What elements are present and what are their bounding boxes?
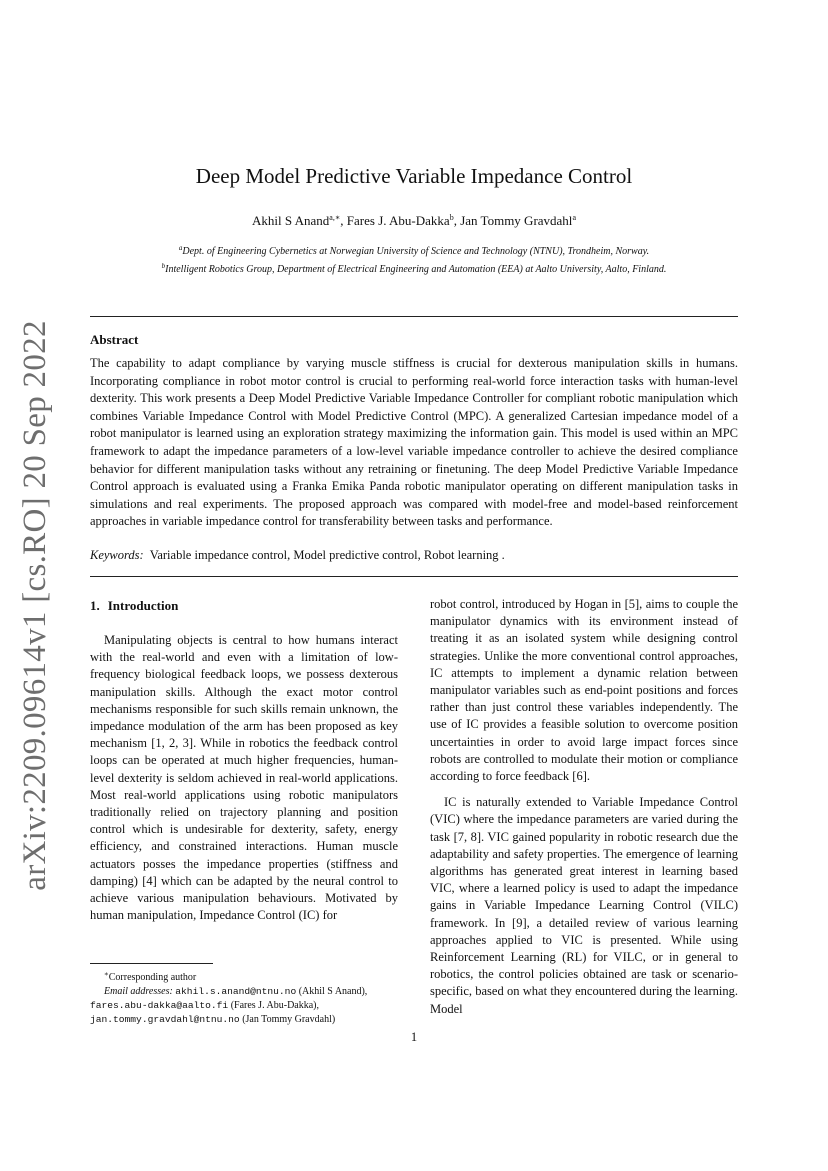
affiliation-line	[90, 259, 738, 277]
abstract-heading: Abstract	[90, 332, 139, 347]
arxiv-identifier: arXiv:2209.09614v1 [cs.RO] 20 Sep 2022	[16, 319, 53, 891]
section-heading	[90, 597, 178, 614]
email-owner: (Jan Tommy Gravdahl)	[242, 1014, 336, 1025]
paragraph: robot control, introduced by Hogan in [5], aims to couple the manipulator dynamics with its environment instead of treating it as an isolated system while designing control strategies. Unlike the more conventional control approaches, IC attempts to implement a dynamic relation between manipulator variables such as end-point positions and forces rather than just control these variables independently. The use of IC provides a feasible solution to overcome position uncertainties in order to avoid large impact forces since robots are controlled to modulate their motion or compliance according to force feedback [6].	[430, 597, 738, 784]
footnote-rule	[90, 963, 213, 964]
affiliation-text: Dept. of Engineering Cybernetics at Norwegian University of Science and Technology (NTNU), Trondheim, Norway.	[182, 246, 650, 257]
author-affiliation-mark: b	[449, 213, 454, 222]
paragraph: Manipulating objects is central to how humans interact with the real-world and even with a limitation of low-frequency biological feedback loops, we possess dexterous manipulation skills. Although the exact motor control mechanisms responsible for such skills remain unknown, the impedance modulation of the arm has been proposed as key mechanism [1, 2, 3]. While in robotics the feedback control loops can be operated at much higher frequencies, human-level dexterity is seldom achieved in real-world applications. Most real-world applications using robotic manipulators traditionally relied on trajectory planning and position control which is undesirable for dexterity, safety, energy efficiency, and constrained interactions. Human muscle actuators posses the impedance properties (stiffness and damping) [4] which can be adapted by the neural control to achieve various manipulation behaviours. Motivated by human manipulation, Impedance Control (IC) for	[90, 633, 398, 923]
bottom-rule	[90, 576, 738, 577]
email-owner: (Akhil S Anand),	[298, 986, 368, 997]
paper-title: Deep Model Predictive Variable Impedance Control	[195, 164, 633, 188]
affiliation-mark: b	[161, 262, 166, 270]
abstract-text: The capability to adapt compliance by varying muscle stiffness is crucial for dexterous manipulation skills in humans. Incorporating compliance in robot motor control is crucial to performing real-world force interaction tasks with human-level dexterity. This work presents a Deep Model Predictive Variable Impedance Controller for compliant robotic manipulation which combines Variable Impedance Control with Model Predictive Control (MPC). A generalized Cartesian impedance model of a robot manipulator is learned using an exploration strategy maximizing the information gain. This model is used within an MPC framework to adapt the impedance parameters of a low-level variable impedance controller to achieve the desired compliance behavior for different manipulation tasks without any retraining or finetuning. The deep Model Predictive Variable Impedance Control approach is evaluated using a Franka Emika Panda robotic manipulator operating on different manipulation tasks in simulations and real experiments. The proposed approach was compared with model-free and model-based reinforcement approaches in variable impedance control for transferability between tasks and performance.	[90, 356, 738, 529]
section-number: 1.	[90, 598, 100, 613]
email-label: Email addresses:	[104, 986, 173, 997]
author-name: Fares J. Abu-Dakka	[346, 213, 450, 228]
affiliations	[90, 241, 738, 277]
author-list: Akhil S Anand$^{a,∗}$, Fares J. Abu-Dakka$^b$, Jan Tommy Gravdahl$^a$	[252, 213, 576, 228]
left-column	[90, 632, 398, 924]
affiliation-text: Intelligent Robotics Group, Department of Electrical Engineering and Automation (EEA) at Aalto University, Aalto, Finland.	[165, 264, 667, 275]
page-number: 1	[410, 1030, 418, 1044]
right-column	[430, 596, 738, 1018]
affiliation-mark: a	[178, 244, 183, 252]
email-footnote	[90, 985, 398, 1027]
keywords-text: Variable impedance control, Model predictive control, Robot learning .	[149, 548, 505, 562]
footnotes	[90, 967, 398, 1027]
author-affiliation-mark: a	[572, 213, 576, 222]
keywords-label: Keywords:	[90, 548, 144, 562]
arxiv-stamp	[2, 319, 68, 891]
author-name: Jan Tommy Gravdahl	[460, 213, 573, 228]
footnote-mark: ∗	[104, 970, 109, 978]
section-title: Introduction	[107, 598, 179, 613]
corresponding-footnote	[90, 967, 398, 985]
corresponding-label: Corresponding author	[108, 972, 197, 983]
affiliation-line	[90, 241, 738, 259]
keywords	[90, 547, 738, 564]
top-rule	[90, 316, 738, 317]
email-link[interactable]: fares.abu-dakka@aalto.fi	[90, 1000, 229, 1011]
author-name: Akhil S Anand	[252, 213, 330, 228]
paragraph: IC is naturally extended to Variable Impedance Control (VIC) where the impedance parameters are varied during the task [7, 8]. VIC gained popularity in robotic research due the adaptability and safety properties. The emergence of learning algorithms has generated great interest in learning based VIC, where a learned policy is used to adapt the impedance gains in Variable Impedance Learning Control (VILC) framework. In [9], a detailed review of various learning approaches applied to VIC is presented. While using Reinforcement Learning (RL) for VILC, or in general to robotics, the control policies obtained are task or scenario-specific, based on what they encountered during the learning. Model	[430, 795, 738, 1016]
email-owner: (Fares J. Abu-Dakka),	[230, 1000, 319, 1011]
author-affiliation-mark: a,∗	[329, 213, 341, 222]
email-link[interactable]: akhil.s.anand@ntnu.no	[175, 986, 297, 997]
email-link[interactable]: jan.tommy.gravdahl@ntnu.no	[90, 1014, 240, 1025]
